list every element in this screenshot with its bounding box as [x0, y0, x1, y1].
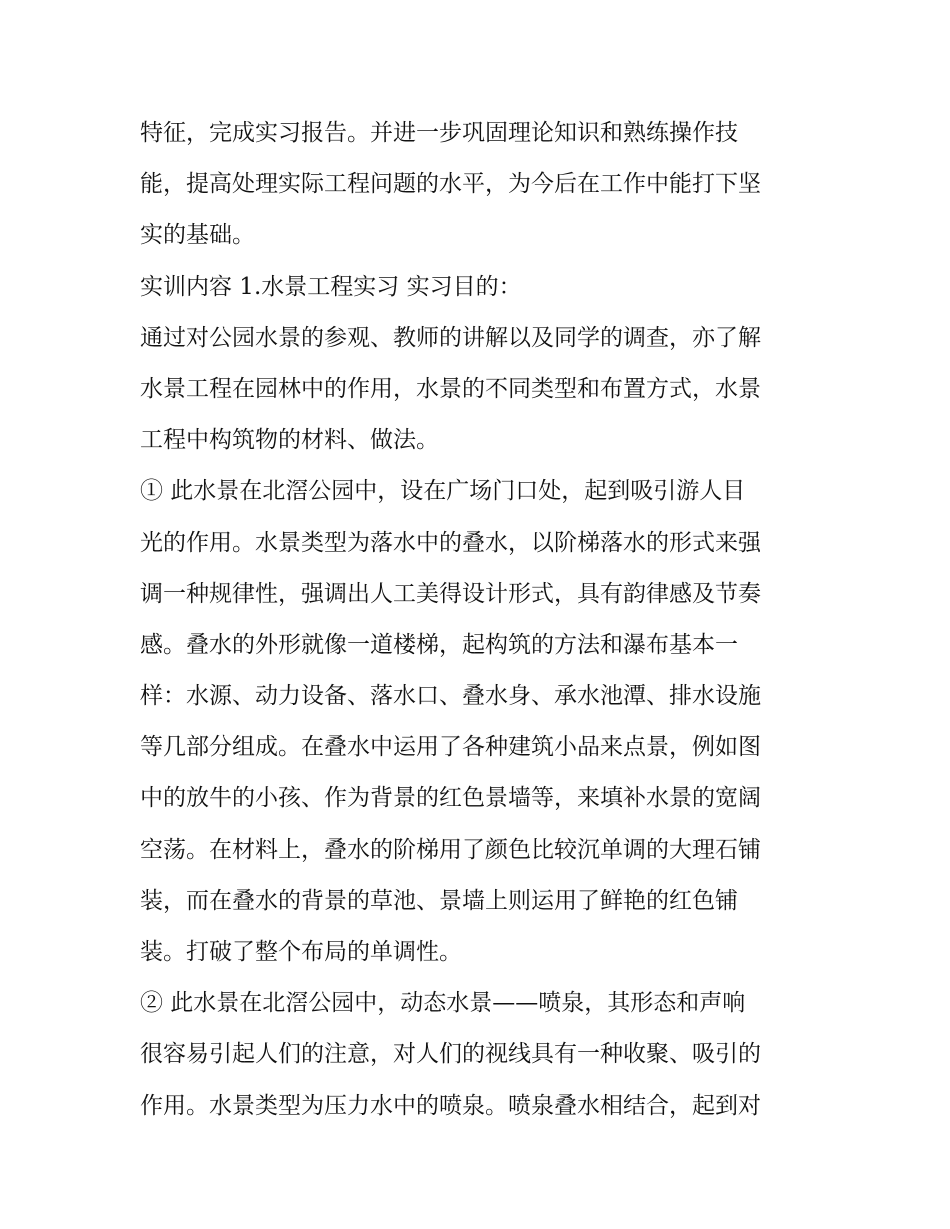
text-line: 作用。水景类型为压力水中的喷泉。喷泉叠水相结合，起到对	[140, 1092, 761, 1119]
body-text	[140, 108, 812, 1132]
text-line: 中的放牛的小孩、作为背景的红色景墙等，来填补水景的宽阔	[140, 785, 761, 812]
text-line: 样：水源、动力设备、落水口、叠水身、承水池潭、排水设施	[140, 683, 761, 710]
text-line: 实的基础。	[140, 222, 255, 249]
text-line: 装。打破了整个布局的单调性。	[140, 939, 462, 965]
text-line: 工程中构筑物的材料、做法。	[140, 427, 439, 454]
section-heading-line: 实训内容 1.水景工程实习 实习目的：	[140, 273, 522, 300]
text-line: 装，而在叠水的背景的草池、景墙上则运用了鲜艳的红色铺	[140, 887, 738, 914]
text-line: 空荡。在材料上，叠水的阶梯用了颜色比较沉单调的大理石铺	[140, 836, 761, 863]
text-line: ② 此水景在北滘公园中，动态水景——喷泉，其形态和声响	[140, 990, 746, 1017]
text-line: 通过对公园水景的参观、教师的讲解以及同学的调查，亦了解	[140, 324, 761, 351]
text-line: 等几部分组成。在叠水中运用了各种建筑小品来点景，例如图	[140, 734, 761, 761]
text-line: ① 此水景在北滘公园中，设在广场门口处，起到吸引游人目	[140, 478, 746, 505]
text-line: 水景工程在园林中的作用，水景的不同类型和布置方式，水景	[140, 375, 761, 402]
text-line: 很容易引起人们的注意，对人们的视线具有一种收聚、吸引的	[140, 1041, 761, 1068]
text-line: 感。叠水的外形就像一道楼梯，起构筑的方法和瀑布基本一	[140, 631, 738, 658]
text-line: 特征，完成实习报告。并进一步巩固理论知识和熟练操作技	[140, 120, 738, 146]
text-line: 能，提高处理实际工程问题的水平，为今后在工作中能打下坚	[140, 171, 761, 198]
text-line: 调一种规律性，强调出人工美得设计形式，具有韵律感及节奏	[140, 580, 761, 607]
text-line: 光的作用。水景类型为落水中的叠水，以阶梯落水的形式来强	[140, 529, 761, 556]
